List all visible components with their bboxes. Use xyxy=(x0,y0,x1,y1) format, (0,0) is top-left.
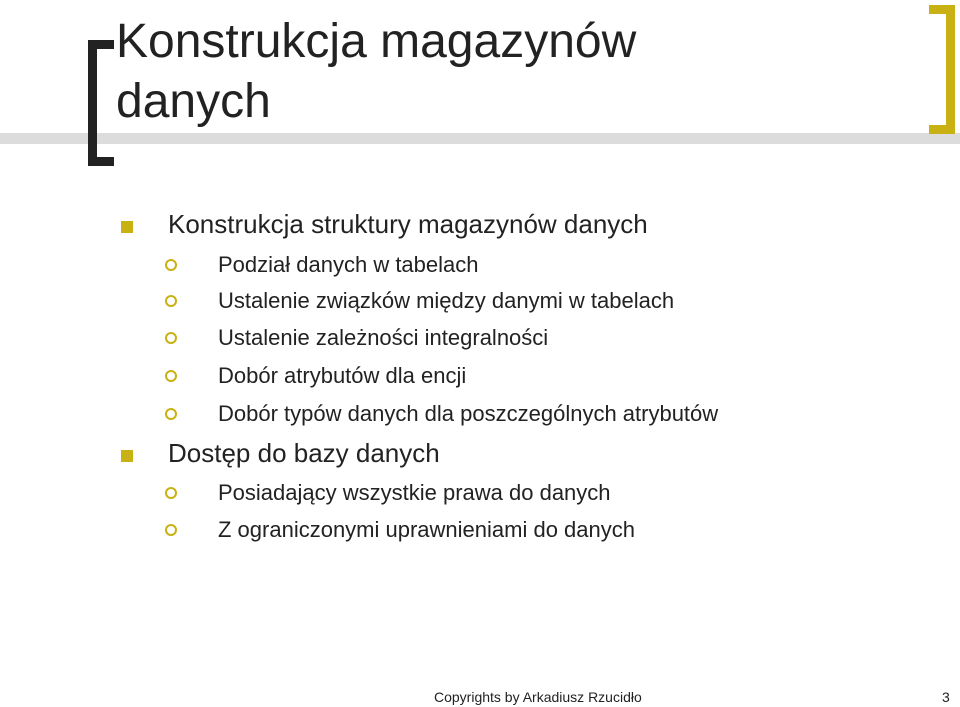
circle-bullet-icon xyxy=(165,487,177,499)
circle-bullet-icon xyxy=(165,408,177,420)
list-item-level-2: Dobór typów danych dla poszczególnych atrybutów xyxy=(218,401,719,426)
slide-title xyxy=(116,12,916,132)
circle-bullet-icon xyxy=(165,259,177,271)
list-item-level-1: Konstrukcja struktury magazynów danych xyxy=(168,209,648,239)
list-item-level-2: Ustalenie zależności integralności xyxy=(218,325,549,350)
circle-bullet-icon xyxy=(165,332,177,344)
left-bracket-decoration xyxy=(88,40,114,166)
list-item-level-2: Z ograniczonymi uprawnieniami do danych xyxy=(218,517,635,542)
list-item-level-1: Dostęp do bazy danych xyxy=(168,438,440,468)
list-item-level-2: Dobór atrybutów dla encji xyxy=(218,363,467,388)
circle-bullet-icon xyxy=(165,370,177,382)
circle-bullet-icon xyxy=(165,524,177,536)
circle-bullet-icon xyxy=(165,295,177,307)
list-item-level-2: Posiadający wszystkie prawa do danych xyxy=(218,480,611,505)
title-rule xyxy=(0,133,960,144)
square-bullet-icon xyxy=(121,221,133,233)
square-bullet-icon xyxy=(121,450,133,462)
right-bracket-decoration xyxy=(929,5,955,134)
slide-title-line-2: danych xyxy=(116,75,271,128)
slide-title-line-1: Konstrukcja magazynów xyxy=(116,15,637,68)
list-item-level-2: Podział danych w tabelach xyxy=(218,252,479,277)
list-item-level-2: Ustalenie związków między danymi w tabelach xyxy=(218,288,675,313)
footer-copyright: Copyrights by Arkadiusz Rzucidło xyxy=(434,689,642,705)
page-number: 3 xyxy=(942,689,950,705)
